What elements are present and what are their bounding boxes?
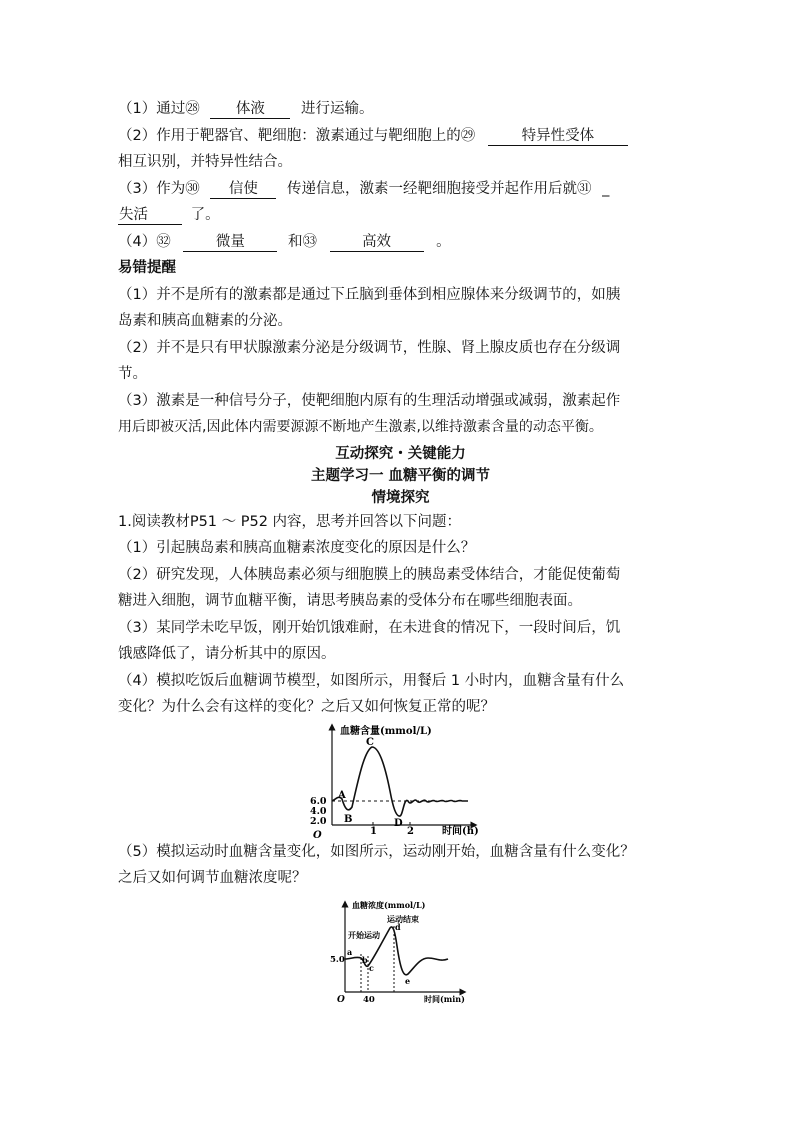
answer-blank: 失活 [118, 206, 182, 225]
warning-line: （3）激素是一种信号分子，使靶细胞内原有的生理活动增强或减弱，激素起作 [118, 392, 621, 409]
blood-sugar-curve [332, 747, 468, 816]
text: （2）作用于靶器官、靶细胞：激素通过与靶细胞上的㉙ [118, 127, 476, 144]
y-axis-label: 血糖浓度(mmol/L) [352, 899, 426, 910]
fill-line-5 [118, 202, 683, 229]
warning-title: 易错提醒 [118, 260, 176, 276]
answer-blank: 微量 [183, 233, 277, 252]
point-label-d: D [394, 817, 403, 829]
section-heading: 主题学习一 血糖平衡的调节 [310, 467, 491, 484]
text: 和㉝ [287, 233, 317, 250]
section-heading: 情境探究 [371, 489, 430, 506]
question-line: （1）引起胰岛素和胰高血糖素浓度变化的原因是什么？ [118, 540, 476, 556]
answer-blank: 信使 [210, 180, 276, 199]
question-line: 之后又如何调节血糖浓度呢？ [118, 870, 307, 886]
question-line: 饿感降低了，请分析其中的原因。 [118, 646, 336, 662]
answer-blank: 特异性受体 [488, 127, 628, 146]
y-axis-label: 血糖含量(mmol/L) [340, 725, 432, 737]
x-tick-label: 2 [407, 825, 414, 837]
blood-sugar-exercise-chart [118, 896, 683, 1006]
blood-sugar-after-meal-chart [118, 721, 683, 839]
text: 。 [436, 233, 451, 250]
answer-blank: 高效 [330, 233, 424, 252]
text: （3）作为㉚ [118, 180, 200, 197]
warning-line: 岛素和胰高血糖素的分泌。 [118, 313, 292, 329]
text: （4）㉜ [118, 233, 171, 250]
point-label-c: C [366, 736, 374, 748]
text: _ [602, 180, 610, 197]
text: 传递信息，激素一经靶细胞接受并起作用后就㉛ [286, 180, 592, 197]
x-axis-label: 时间(h) [442, 825, 479, 837]
point-label-a: a [347, 946, 353, 957]
x-axis-label: 时间(min) [424, 993, 465, 1004]
section-heading: 互动探究・关键能力 [335, 445, 466, 462]
fill-line-4 [118, 176, 683, 203]
point-label-d: d [395, 921, 401, 932]
origin-label: O [337, 994, 345, 1005]
text: 进行运输。 [300, 101, 374, 117]
fill-line-1 [118, 96, 683, 123]
question-line: （3）某同学未吃早饭，刚开始饥饿难耐，在未进食的情况下，一段时间后，饥 [118, 619, 621, 636]
point-label-e: e [405, 975, 411, 986]
question-line: （4）模拟吃饭后血糖调节模型，如图所示，用餐后 1 小时内，血糖含量有什么 [118, 672, 625, 689]
y-tick-label: 4.0 [310, 805, 327, 817]
x-tick-label: 1 [370, 825, 377, 837]
warning-line: （1）并不是所有的激素都是通过下丘脑到垂体到相应腺体来分级调节的，如胰 [118, 286, 621, 303]
end-exercise-label: 运动结束 [387, 913, 419, 924]
warning-line: 用后即被灭活,因此体内需要源源不断地产生激素,以维持激素含量的动态平衡。 [118, 419, 603, 435]
figure-2 [118, 896, 683, 1006]
point-label-b: B [344, 813, 353, 825]
fill-line-2 [118, 123, 683, 150]
question-line: 糖进入细胞，调节血糖平衡，请思考胰岛素的受体分布在哪些细胞表面。 [118, 593, 582, 609]
origin-label: O [313, 829, 322, 839]
question-line: （2）研究发现，人体胰岛素必须与细胞膜上的胰岛素受体结合，才能促使葡萄 [118, 566, 621, 583]
question-intro: 1.阅读教材P51 ～ P52 内容，思考并回答以下问题： [118, 513, 462, 530]
start-exercise-label: 开始运动 [348, 929, 380, 940]
warning-line: （2）并不是只有甲状腺激素分泌是分级调节，性腺、肾上腺皮质也存在分级调 [118, 339, 621, 356]
x-tick-label: 40 [363, 994, 375, 1005]
text: （1）通过㉘ [118, 101, 200, 117]
y-tick-label: 6.0 [310, 795, 327, 807]
point-label-c: c [369, 962, 374, 973]
text: 了。 [190, 207, 220, 223]
y-tick-label: 5.0 [330, 954, 345, 965]
fill-line-6 [118, 229, 683, 256]
answer-blank: 体液 [210, 100, 290, 119]
document-page [118, 96, 683, 1006]
question-line: （5）模拟运动时血糖含量变化，如图所示，运动刚开始，血糖含量有什么变化？ [118, 843, 635, 860]
fill-line-3: 相互识别，并特异性结合。 [118, 154, 292, 170]
point-label-a: A [338, 789, 346, 801]
warning-line: 节。 [118, 366, 147, 382]
figure-1 [118, 721, 683, 839]
y-tick-label: 2.0 [310, 815, 327, 827]
question-line: 变化？为什么会有这样的变化？之后又如何恢复正常的呢？ [118, 699, 495, 715]
point-label-b: b [362, 954, 368, 965]
